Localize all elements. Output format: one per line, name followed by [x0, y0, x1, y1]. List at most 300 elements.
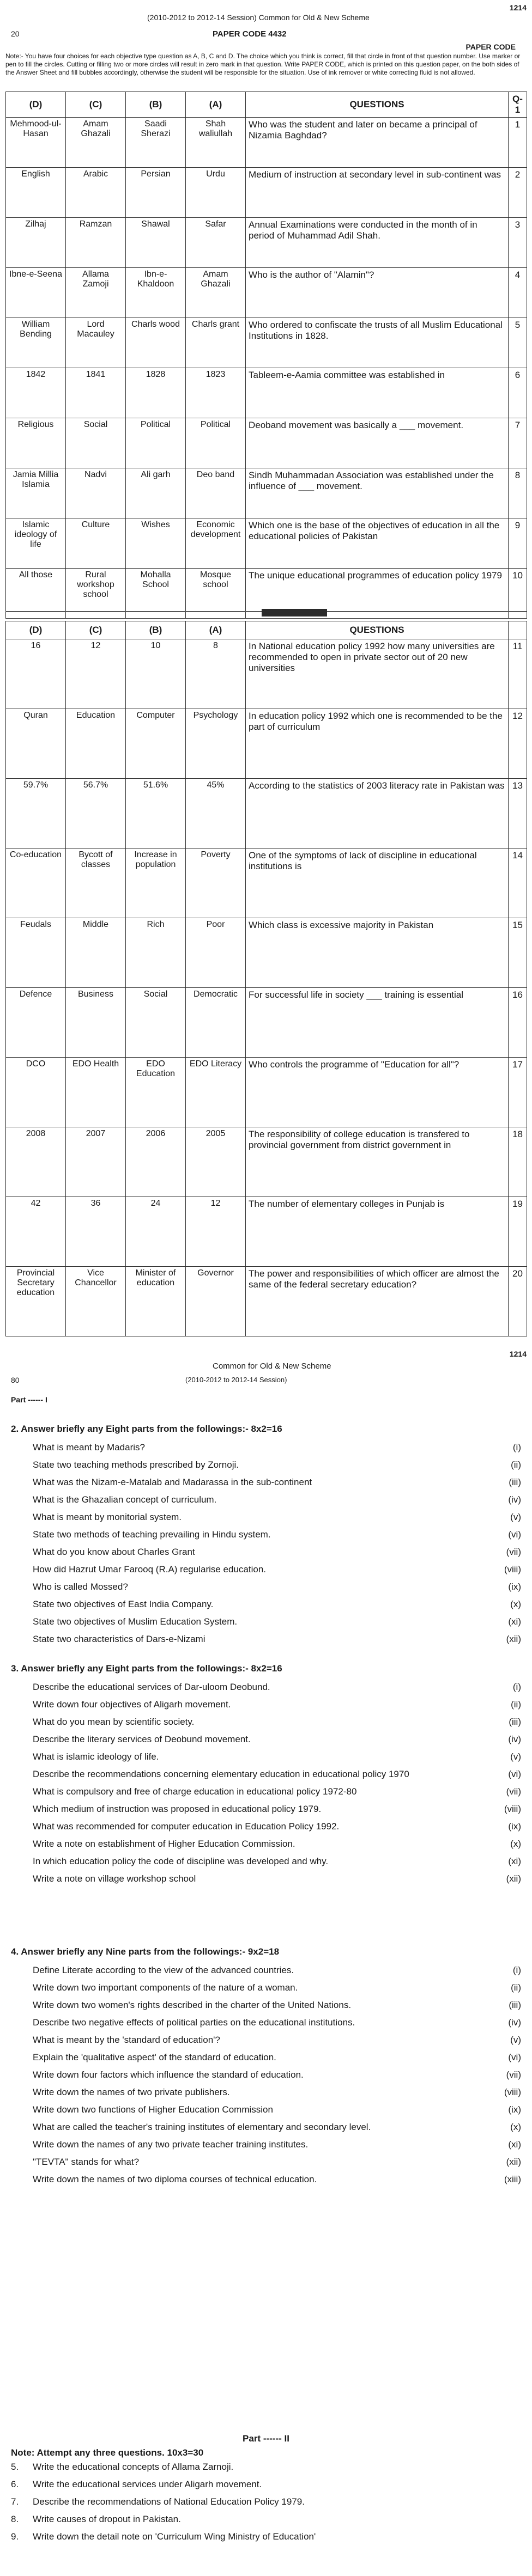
question-text: Tableem-e-Aamia committee was established in	[246, 368, 509, 418]
question-3-instruction: Answer briefly any Eight parts from the followings:- 8x2=16	[21, 1663, 282, 1674]
option-c-cell: EDO Health	[66, 1058, 126, 1127]
question-text: What do you mean by scientific society.	[33, 1717, 195, 1727]
long-question-number: 8.	[11, 2514, 19, 2524]
option-b-cell: Political	[126, 418, 186, 468]
question-text: Who is the author of "Alamin"?	[246, 268, 509, 318]
question-number: 10	[509, 569, 527, 619]
question-text: Who was the student and later on became a principal of Nizamia Baghdad?	[246, 118, 509, 168]
option-d-cell: Defence	[6, 988, 66, 1058]
question-roman-number: (vi)	[508, 1769, 521, 1779]
short-question	[11, 1873, 521, 1891]
question-number: 7	[509, 418, 527, 468]
short-question	[11, 1547, 521, 1564]
question-roman-number: (iii)	[509, 1717, 521, 1727]
short-question	[11, 2122, 521, 2139]
option-a-cell: 45%	[186, 779, 246, 849]
question-roman-number: (ix)	[508, 1582, 521, 1592]
option-a-cell: Psychology	[186, 709, 246, 779]
question-text: Write down two functions of Higher Education Commission	[33, 2104, 273, 2115]
question-text: The number of elementary colleges in Punjab is	[246, 1197, 509, 1267]
question-text: Write down the names of two private publishers.	[33, 2087, 230, 2097]
option-b-cell: 1828	[126, 368, 186, 418]
question-text: The power and responsibilities of which officer are almost the same of the federal secretary education?	[246, 1267, 509, 1336]
option-d-cell: Quran	[6, 709, 66, 779]
part-2-block	[11, 2433, 521, 2549]
option-c-cell: Social	[66, 418, 126, 468]
option-c-cell: 12	[66, 639, 126, 709]
question-text: What is islamic ideology of life.	[33, 1751, 159, 1762]
objective-header	[5, 3, 527, 85]
option-a-cell: Shah waliullah	[186, 118, 246, 168]
question-text: State two teaching methods prescribed by Zornoji.	[33, 1460, 239, 1470]
option-c-cell: 56.7%	[66, 779, 126, 849]
question-2-block	[11, 1416, 521, 1651]
option-b-cell: Charls wood	[126, 318, 186, 368]
mcq-table-1	[5, 91, 527, 619]
option-c-cell: 1841	[66, 368, 126, 418]
option-c-cell: 2007	[66, 1127, 126, 1197]
question-roman-number: (ix)	[508, 1821, 521, 1832]
table-header-cell: (B)	[126, 621, 186, 639]
option-a-cell: Safar	[186, 218, 246, 268]
question-text: "TEVTA" stands for what?	[33, 2157, 140, 2167]
option-a-cell: Charls grant	[186, 318, 246, 368]
subjective-code: 1214	[509, 1350, 527, 1358]
question-number: 15	[509, 918, 527, 988]
question-roman-number: (xiii)	[504, 2174, 521, 2184]
question-roman-number: (v)	[510, 1512, 521, 1522]
question-text: Who ordered to confiscate the trusts of all Muslim Educational Institutions in 1828.	[246, 318, 509, 368]
option-b-cell: Increase in population	[126, 849, 186, 918]
question-text: According to the statistics of 2003 literacy rate in Pakistan was	[246, 779, 509, 849]
option-c-cell: Middle	[66, 918, 126, 988]
option-b-cell: EDO Education	[126, 1058, 186, 1127]
short-question	[11, 1460, 521, 1477]
question-text: For successful life in society ___ training is essential	[246, 988, 509, 1058]
paper-code-side: PAPER CODE	[466, 42, 516, 51]
option-d-cell: Co-education	[6, 849, 66, 918]
mcq-row	[6, 418, 527, 468]
question-text: Describe two negative effects of political parties on the educational institutions.	[33, 2017, 355, 2028]
short-question	[11, 1856, 521, 1873]
option-a-cell: Poor	[186, 918, 246, 988]
question-text: What is the Ghazalian concept of curriculum.	[33, 1494, 217, 1505]
question-text: State two characteristics of Dars-e-Nizami	[33, 1634, 205, 1644]
instructions-note: Note:- You have four choices for each objective type question as A, B, C and D. The choice which you think is correct, fill that circle in front of that question number. Use marker or pen to fill the circles. Cutting or filling two or more circles will result in zero mark in that question. Write PAPER CODE, which is printed on this question paper, on the both sides of the Answer Sheet and fill bubbles accordingly, otherwise the student will be responsible for the situation. Use of ink remover or white correcting fluid is not allowed.	[5, 52, 521, 76]
option-b-cell: Saadi Sherazi	[126, 118, 186, 168]
option-a-cell: Economic development	[186, 518, 246, 569]
long-question-text: Write the educational concepts of Allama Zarnoji.	[33, 2462, 234, 2472]
question-roman-number: (v)	[510, 1751, 521, 1762]
option-d-cell: Religious	[6, 418, 66, 468]
question-3-number: 3.	[11, 1663, 19, 1674]
option-d-cell: English	[6, 168, 66, 218]
short-question	[11, 2087, 521, 2104]
subjective-session: (2010-2012 to 2012-14 Session)	[185, 1376, 287, 1384]
question-2-instruction: Answer briefly any Eight parts from the followings:- 8x2=16	[21, 1424, 282, 1434]
option-a-cell: Amam Ghazali	[186, 268, 246, 318]
short-question	[11, 1682, 521, 1699]
option-c-cell: Amam Ghazali	[66, 118, 126, 168]
option-c-cell: Arabic	[66, 168, 126, 218]
question-number: 17	[509, 1058, 527, 1127]
subjective-subtitle: Common for Old & New Scheme	[213, 1362, 331, 1371]
question-number: 1	[509, 118, 527, 168]
short-question	[11, 1599, 521, 1616]
option-a-cell: Mosque school	[186, 569, 246, 619]
option-c-cell: Culture	[66, 518, 126, 569]
question-text: State two objectives of East India Company.	[33, 1599, 214, 1609]
question-number: 2	[509, 168, 527, 218]
short-question	[11, 1717, 521, 1734]
short-question	[11, 2070, 521, 2087]
table-header-cell: (A)	[186, 92, 246, 118]
short-question	[11, 1477, 521, 1494]
question-text: Write a note on establishment of Higher Education Commission.	[33, 1839, 295, 1849]
table-header-cell: (C)	[66, 92, 126, 118]
question-text: Which class is excessive majority in Pakistan	[246, 918, 509, 988]
question-roman-number: (viii)	[504, 1564, 521, 1574]
long-question	[11, 2514, 521, 2531]
short-question	[11, 1616, 521, 1634]
option-a-cell: Urdu	[186, 168, 246, 218]
option-a-cell: Poverty	[186, 849, 246, 918]
short-question	[11, 1529, 521, 1547]
option-c-cell: Business	[66, 988, 126, 1058]
long-question-number: 5.	[11, 2462, 19, 2472]
short-question	[11, 2052, 521, 2070]
option-b-cell: 10	[126, 639, 186, 709]
table-header-cell: QUESTIONS	[246, 621, 509, 639]
question-number: 6	[509, 368, 527, 418]
question-roman-number: (iv)	[508, 1494, 521, 1505]
question-text: What are called the teacher's training institutes of elementary and secondary level.	[33, 2122, 371, 2132]
paper-code-top: 1214	[509, 3, 527, 12]
short-question	[11, 1582, 521, 1599]
option-d-cell: Provincial Secretary education	[6, 1267, 66, 1336]
question-text: State two methods of teaching prevailing in Hindu system.	[33, 1529, 271, 1540]
option-d-cell: 59.7%	[6, 779, 66, 849]
scan-smudge	[262, 609, 327, 616]
question-roman-number: (viii)	[504, 2087, 521, 2097]
option-b-cell: Computer	[126, 709, 186, 779]
question-roman-number: (vii)	[506, 2070, 521, 2080]
question-roman-number: (ii)	[511, 1460, 521, 1470]
short-question	[11, 2000, 521, 2017]
question-number: 11	[509, 639, 527, 709]
question-text: Sindh Muhammadan Association was established under the influence of ___ movement.	[246, 468, 509, 518]
option-c-cell: Education	[66, 709, 126, 779]
short-question	[11, 2017, 521, 2035]
short-question	[11, 1634, 521, 1651]
option-c-cell: Bycott of classes	[66, 849, 126, 918]
short-question	[11, 1734, 521, 1751]
option-b-cell: Mohalla School	[126, 569, 186, 619]
question-roman-number: (xi)	[508, 2139, 521, 2150]
mcq-row	[6, 318, 527, 368]
part-1-label: Part ------ I	[11, 1395, 47, 1404]
question-4-instruction: Answer briefly any Nine parts from the followings:- 9x2=18	[21, 1946, 280, 1957]
short-question	[11, 1982, 521, 2000]
table-header-row	[6, 621, 527, 639]
question-text: What is meant by monitorial system.	[33, 1512, 182, 1522]
option-c-cell: Rural workshop school	[66, 569, 126, 619]
table-header-row	[6, 92, 527, 118]
mcq-row	[6, 118, 527, 168]
option-c-cell: Lord Macauley	[66, 318, 126, 368]
long-question	[11, 2496, 521, 2514]
option-d-cell: Mehmood-ul-Hasan	[6, 118, 66, 168]
option-d-cell: Feudals	[6, 918, 66, 988]
option-a-cell: Democratic	[186, 988, 246, 1058]
question-text: Explain the 'qualitative aspect' of the standard of education.	[33, 2052, 276, 2062]
mcq-table-2	[5, 621, 527, 1336]
option-b-cell: Persian	[126, 168, 186, 218]
question-text: Write down four factors which influence the standard of education.	[33, 2070, 304, 2080]
option-d-cell: All those	[6, 569, 66, 619]
question-text: The responsibility of college education is transfered to provincial government from district government in	[246, 1127, 509, 1197]
question-4-block	[11, 1939, 521, 2192]
option-d-cell: 1842	[6, 368, 66, 418]
question-roman-number: (viii)	[504, 1804, 521, 1814]
short-question	[11, 2035, 521, 2052]
option-a-cell: 2005	[186, 1127, 246, 1197]
question-text: One of the symptoms of lack of discipline in educational institutions is	[246, 849, 509, 918]
option-d-cell: Islamic ideology of life	[6, 518, 66, 569]
mcq-row	[6, 1058, 527, 1127]
option-d-cell: DCO	[6, 1058, 66, 1127]
question-4-number: 4.	[11, 1946, 19, 1957]
mcq-row	[6, 918, 527, 988]
question-roman-number: (xi)	[508, 1856, 521, 1866]
option-d-cell: Jamia Millia Islamia	[6, 468, 66, 518]
question-text: Who controls the programme of "Education for all"?	[246, 1058, 509, 1127]
table-header-cell: (B)	[126, 92, 186, 118]
option-b-cell: Shawal	[126, 218, 186, 268]
short-question	[11, 2139, 521, 2157]
question-text: Write down two important components of the nature of a woman.	[33, 1982, 298, 1993]
part-2-label: Part ------ II	[243, 2433, 289, 2444]
question-3-block	[11, 1656, 521, 1891]
marks-value: 20	[11, 29, 20, 38]
short-question	[11, 2157, 521, 2174]
option-b-cell: Ali garh	[126, 468, 186, 518]
subjective-header	[5, 1350, 527, 1409]
question-number: 13	[509, 779, 527, 849]
question-text: Write down the names of any two private teacher training institutes.	[33, 2139, 309, 2150]
mcq-row	[6, 168, 527, 218]
question-2-number: 2.	[11, 1424, 19, 1434]
option-d-cell: Zilhaj	[6, 218, 66, 268]
part-2-note: Note: Attempt any three questions. 10x3=30	[11, 2447, 204, 2458]
question-text: In which education policy the code of discipline was developed and why.	[33, 1856, 329, 1866]
option-a-cell: Governor	[186, 1267, 246, 1336]
question-text: What is meant by Madaris?	[33, 1442, 145, 1452]
question-roman-number: (ii)	[511, 1982, 521, 1993]
mcq-row	[6, 468, 527, 518]
question-text: What is compulsory and free of charge education in educational policy 1972-80	[33, 1786, 357, 1797]
question-number: 16	[509, 988, 527, 1058]
question-number: 14	[509, 849, 527, 918]
question-roman-number: (ii)	[511, 1699, 521, 1710]
paper-code-label: PAPER CODE 4432	[213, 29, 287, 39]
question-text: Write down four objectives of Aligarh movement.	[33, 1699, 231, 1710]
short-question	[11, 1821, 521, 1839]
question-text: Write down the names of two diploma courses of technical education.	[33, 2174, 317, 2184]
question-text: What was recommended for computer education in Education Policy 1992.	[33, 1821, 340, 1832]
question-roman-number: (x)	[510, 2122, 521, 2132]
question-roman-number: (xii)	[506, 1634, 521, 1644]
question-2-heading	[11, 1424, 521, 1439]
long-question-text: Describe the recommendations of National Education Policy 1979.	[33, 2496, 305, 2507]
question-roman-number: (iii)	[509, 1477, 521, 1487]
option-d-cell: William Bending	[6, 318, 66, 368]
long-question-number: 6.	[11, 2479, 19, 2489]
table-header-cell: (D)	[6, 621, 66, 639]
question-text: Describe the literary services of Deobund movement.	[33, 1734, 251, 1744]
option-a-cell: 12	[186, 1197, 246, 1267]
question-text: State two objectives of Muslim Education System.	[33, 1616, 238, 1627]
short-question	[11, 1839, 521, 1856]
question-text: Write a note on village workshop school	[33, 1873, 196, 1884]
subjective-marks: 80	[11, 1376, 20, 1384]
short-question	[11, 1751, 521, 1769]
table-header-cell	[509, 621, 527, 639]
question-number: 3	[509, 218, 527, 268]
mcq-row	[6, 368, 527, 418]
question-number: 8	[509, 468, 527, 518]
option-c-cell: 36	[66, 1197, 126, 1267]
option-c-cell: Ramzan	[66, 218, 126, 268]
option-b-cell: 51.6%	[126, 779, 186, 849]
question-roman-number: (x)	[510, 1599, 521, 1609]
mcq-row	[6, 1127, 527, 1197]
question-text: Medium of instruction at secondary level in sub-continent was	[246, 168, 509, 218]
long-question-text: Write causes of dropout in Pakistan.	[33, 2514, 181, 2524]
table-header-cell: Q-1	[509, 92, 527, 118]
option-a-cell: EDO Literacy	[186, 1058, 246, 1127]
option-b-cell: Rich	[126, 918, 186, 988]
short-question	[11, 1442, 521, 1460]
mcq-row	[6, 268, 527, 318]
question-text: The unique educational programmes of education policy 1979	[246, 569, 509, 619]
question-text: What was the Nizam-e-Matalab and Madarassa in the sub-continent	[33, 1477, 312, 1487]
question-number: 5	[509, 318, 527, 368]
long-question	[11, 2531, 521, 2549]
question-roman-number: (i)	[512, 1965, 521, 1975]
session-line: (2010-2012 to 2012-14 Session) Common for Old & New Scheme	[147, 13, 370, 22]
question-text: Describe the educational services of Dar-uloom Deobund.	[33, 1682, 270, 1692]
mcq-row	[6, 218, 527, 268]
option-a-cell: 1823	[186, 368, 246, 418]
question-text: Who is called Mossed?	[33, 1582, 128, 1592]
question-roman-number: (iii)	[509, 2000, 521, 2010]
mcq-row	[6, 639, 527, 709]
option-c-cell: Vice Chancellor	[66, 1267, 126, 1336]
question-number: 9	[509, 518, 527, 569]
question-roman-number: (xii)	[506, 1873, 521, 1884]
short-question	[11, 1494, 521, 1512]
long-question-number: 9.	[11, 2531, 19, 2542]
question-text: Describe the recommendations concerning elementary education in educational policy 1970	[33, 1769, 409, 1779]
option-d-cell: 16	[6, 639, 66, 709]
question-text: In National education policy 1992 how many universities are recommended to open in private sector out of 20 new universities	[246, 639, 509, 709]
question-roman-number: (i)	[512, 1682, 521, 1692]
mcq-row	[6, 849, 527, 918]
short-question	[11, 1564, 521, 1582]
short-question	[11, 2174, 521, 2192]
question-text: What do you know about Charles Grant	[33, 1547, 195, 1557]
question-roman-number: (vii)	[506, 1547, 521, 1557]
long-question-text: Write the educational services under Aligarh movement.	[33, 2479, 262, 2489]
mcq-row	[6, 709, 527, 779]
mcq-row	[6, 1197, 527, 1267]
question-roman-number: (v)	[510, 2035, 521, 2045]
table-header-cell: QUESTIONS	[246, 92, 509, 118]
question-text: Which one is the base of the objectives of education in all the educational policies of Pakistan	[246, 518, 509, 569]
long-question	[11, 2462, 521, 2479]
question-roman-number: (ix)	[508, 2104, 521, 2115]
short-question	[11, 1804, 521, 1821]
question-text: In education policy 1992 which one is recommended to be the part of curriculum	[246, 709, 509, 779]
question-text: Deoband movement was basically a ___ movement.	[246, 418, 509, 468]
long-question-text: Write down the detail note on 'Curriculum Wing Ministry of Education'	[33, 2531, 316, 2542]
mcq-row	[6, 518, 527, 569]
question-text: Write down two women's rights described in the charter of the United Nations.	[33, 2000, 352, 2010]
question-roman-number: (x)	[510, 1839, 521, 1849]
table-header-cell: (D)	[6, 92, 66, 118]
question-text: Annual Examinations were conducted in the month of in period of Muhammad Adil Shah.	[246, 218, 509, 268]
question-text: Which medium of instruction was proposed in educational policy 1979.	[33, 1804, 322, 1814]
mcq-row	[6, 1267, 527, 1336]
question-number: 19	[509, 1197, 527, 1267]
question-roman-number: (xii)	[506, 2157, 521, 2167]
option-b-cell: 24	[126, 1197, 186, 1267]
question-roman-number: (xi)	[508, 1616, 521, 1627]
option-a-cell: Deo band	[186, 468, 246, 518]
table-header-cell: (A)	[186, 621, 246, 639]
question-roman-number: (vi)	[508, 1529, 521, 1540]
option-d-cell: 42	[6, 1197, 66, 1267]
mcq-row	[6, 779, 527, 849]
question-text: Define Literate according to the view of the advanced countries.	[33, 1965, 294, 1975]
option-d-cell: Ibne-e-Seena	[6, 268, 66, 318]
table-header-cell: (C)	[66, 621, 126, 639]
option-a-cell: Political	[186, 418, 246, 468]
question-3-heading	[11, 1663, 521, 1678]
question-4-heading	[11, 1946, 521, 1962]
option-b-cell: Social	[126, 988, 186, 1058]
question-number: 20	[509, 1267, 527, 1336]
short-question	[11, 1512, 521, 1529]
question-roman-number: (vii)	[506, 1786, 521, 1797]
question-number: 4	[509, 268, 527, 318]
mcq-row	[6, 988, 527, 1058]
question-roman-number: (vi)	[508, 2052, 521, 2062]
option-c-cell: Allama Zamoji	[66, 268, 126, 318]
option-c-cell: Nadvi	[66, 468, 126, 518]
long-question-number: 7.	[11, 2496, 19, 2507]
option-b-cell: Minister of education	[126, 1267, 186, 1336]
option-d-cell: 2008	[6, 1127, 66, 1197]
question-roman-number: (iv)	[508, 1734, 521, 1744]
question-text: What is meant by the 'standard of education'?	[33, 2035, 220, 2045]
short-question	[11, 2104, 521, 2122]
short-question	[11, 1786, 521, 1804]
long-question	[11, 2479, 521, 2496]
short-question	[11, 1965, 521, 1982]
question-number: 18	[509, 1127, 527, 1197]
